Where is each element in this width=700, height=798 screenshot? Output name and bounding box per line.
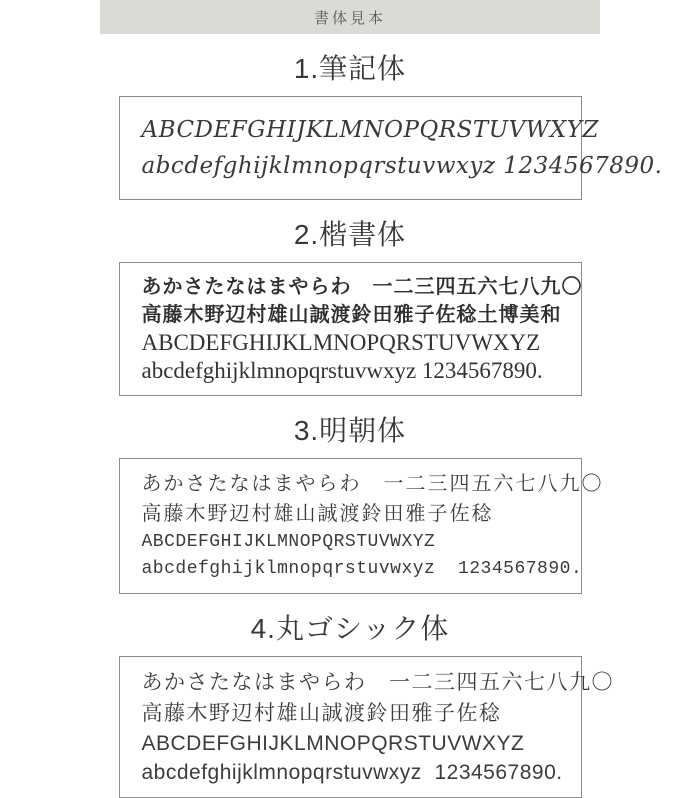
sample-box-mincho xyxy=(119,458,604,594)
sample-line: ABCDEFGHIJKLMNOPQRSTUVWXYZ xyxy=(141,532,436,552)
sample-line: abcdefghijklmnopqrstuvwxyz 1234567890. xyxy=(141,761,563,784)
sample-line: ABCDEFGHIJKLMNOPQRSTUVWXYZ xyxy=(141,732,525,755)
section-title-mincho: 3.明朝体 xyxy=(293,415,407,446)
page-title: 書体見本 xyxy=(313,9,386,27)
sample-line: 高藤木野辺村雄山誠渡鈴田雅子佐稔土博美和 xyxy=(141,304,562,326)
section-title-maru-gothic: 4.丸ゴシック体 xyxy=(250,613,450,644)
sample-line: abcdefghijklmnopqrstuvwxyz 1234567890. xyxy=(141,559,583,579)
sample-line: abcdefghijklmnopqrstuvwxyz 1234567890. xyxy=(141,153,663,179)
sample-box-cursive xyxy=(119,96,663,200)
section-title-cursive: 1.筆記体 xyxy=(293,53,407,84)
sample-line: 高藤木野辺村雄山誠渡鈴田雅子佐稔 xyxy=(141,503,494,525)
header-bar xyxy=(100,0,600,34)
sample-line: 高藤木野辺村雄山誠渡鈴田雅子佐稔 xyxy=(141,702,502,725)
sample-line: ABCDEFGHIJKLMNOPQRSTUVWXYZ xyxy=(141,330,541,355)
sample-line: あかさたなはまやらわ 一二三四五六七八九〇 xyxy=(141,671,614,694)
section-title-kaisho: 2.楷書体 xyxy=(293,219,407,250)
sample-box-maru-gothic xyxy=(119,656,614,798)
section-mincho xyxy=(0,409,700,594)
sample-line: ABCDEFGHIJKLMNOPQRSTUVWXYZ xyxy=(141,117,599,143)
sample-box-kaisho xyxy=(119,262,582,396)
section-cursive xyxy=(0,47,700,200)
sample-line: abcdefghijklmnopqrstuvwxyz 1234567890. xyxy=(141,358,543,383)
sample-line: あかさたなはまやらわ 一二三四五六七八九〇 xyxy=(141,473,604,495)
sample-line: あかさたなはまやらわ 一二三四五六七八九〇 xyxy=(141,276,583,298)
section-maru-gothic xyxy=(0,607,700,798)
section-kaisho xyxy=(0,213,700,396)
